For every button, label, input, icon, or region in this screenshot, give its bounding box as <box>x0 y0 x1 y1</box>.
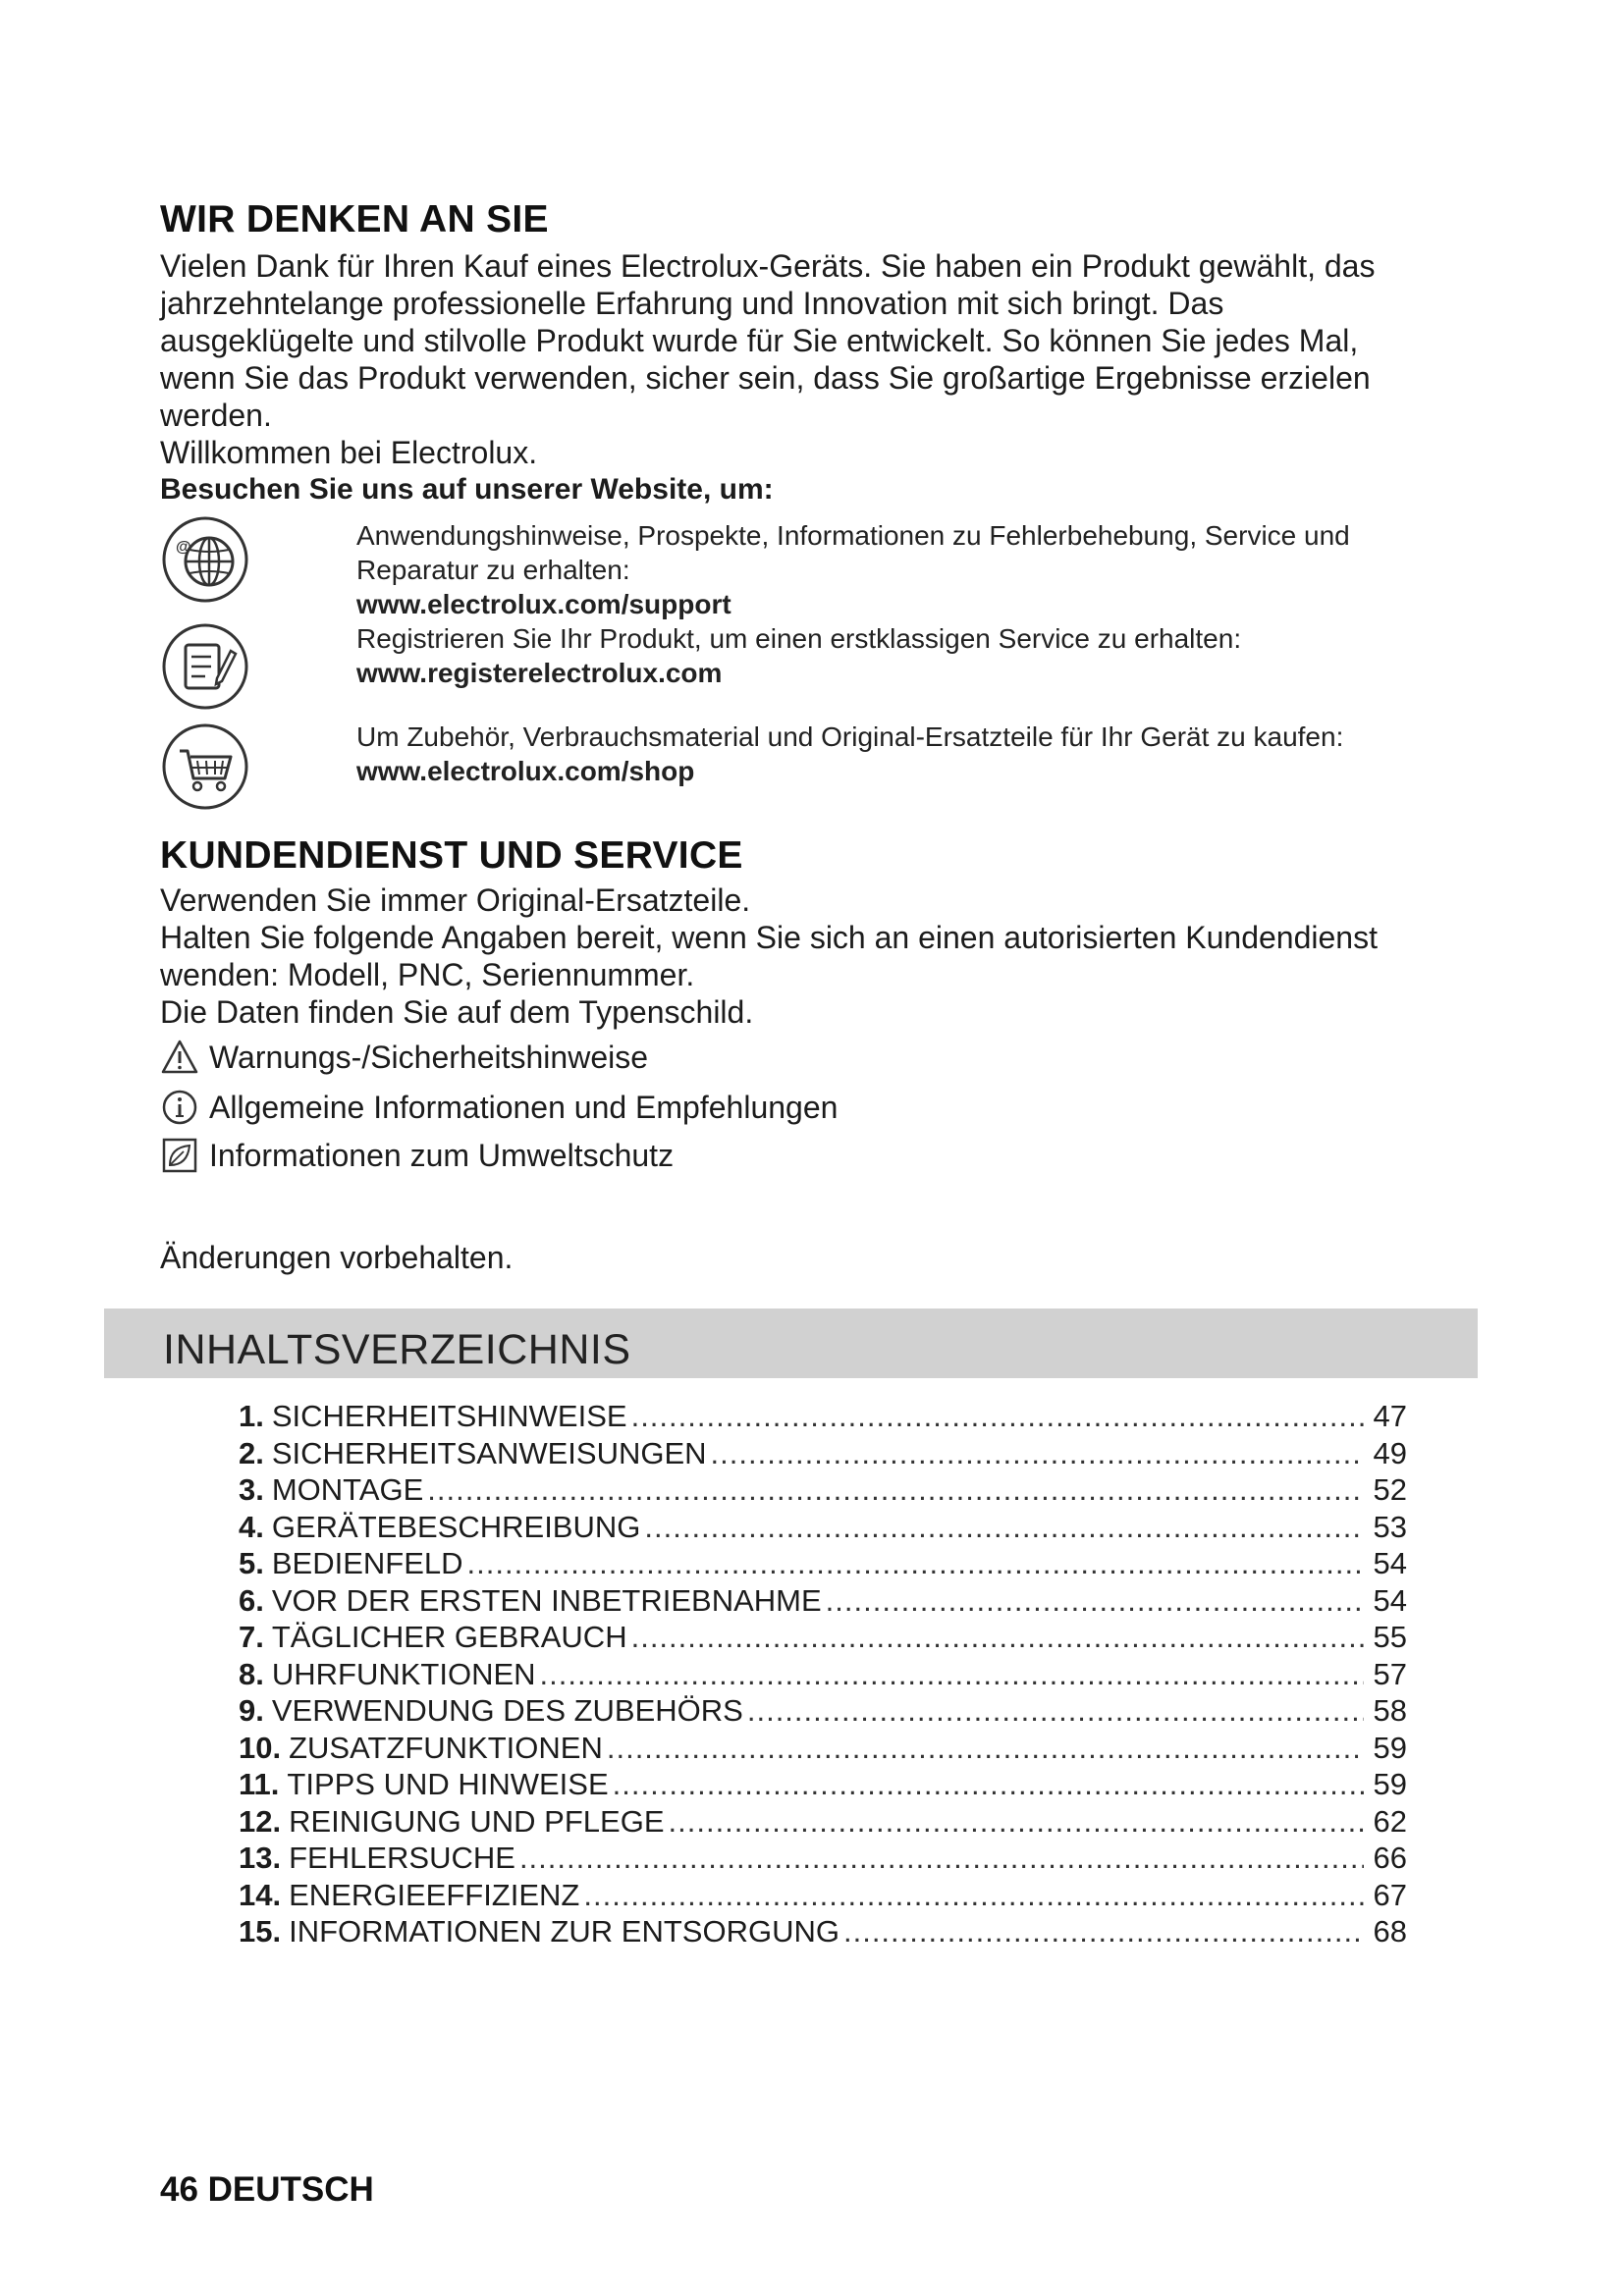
toc-entry-number: 11. <box>239 1767 280 1801</box>
register-form-icon <box>160 621 250 712</box>
service-line: wenden: Modell, PNC, Seriennummer. <box>160 957 695 992</box>
toc-entry-number: 10. <box>239 1730 282 1765</box>
toc-leader-dots <box>540 1657 1364 1692</box>
toc-leader-dots <box>644 1510 1364 1545</box>
warning-icon <box>160 1038 199 1077</box>
toc-entry-label: ENERGIEEFFIZIENZ <box>289 1877 580 1912</box>
toc-entry-page: 47 <box>1373 1399 1407 1433</box>
toc-entry-page: 53 <box>1373 1509 1407 1544</box>
toc-entry-label: UHRFUNKTIONEN <box>271 1656 536 1691</box>
toc-entry-number: 8. <box>239 1656 264 1691</box>
toc-leader-dots <box>631 1620 1364 1655</box>
toc-leader-dots <box>427 1472 1364 1508</box>
svg-text:@: @ <box>176 539 191 556</box>
section-title-wir-denken: WIR DENKEN AN SIE <box>160 198 549 240</box>
toc-entry[interactable] <box>239 1657 1407 1694</box>
toc-leader-dots <box>631 1399 1364 1434</box>
page-footer: 46 DEUTSCH <box>160 2170 374 2209</box>
toc-entry-number: 7. <box>239 1620 264 1654</box>
toc-entry-page: 59 <box>1373 1767 1407 1801</box>
toc-entry-number: 14. <box>239 1877 282 1912</box>
legend-label: Allgemeine Informationen und Empfehlungen <box>209 1089 839 1125</box>
toc-entry[interactable] <box>239 1731 1407 1768</box>
shop-link[interactable]: www.electrolux.com/shop <box>356 756 695 786</box>
toc-entry[interactable] <box>239 1510 1407 1547</box>
visit-item-text: Um Zubehör, Verbrauchsmaterial und Original-Ersatzteile für Ihr Gerät zu kaufen: <box>356 721 1344 752</box>
toc-entry-page: 55 <box>1373 1620 1407 1654</box>
toc-entry-number: 13. <box>239 1841 282 1875</box>
toc-leader-dots <box>747 1693 1364 1729</box>
toc-leader-dots <box>711 1436 1364 1471</box>
changes-notice: Änderungen vorbehalten. <box>160 1240 514 1275</box>
toc-entry[interactable] <box>239 1546 1407 1583</box>
toc-entry-page: 52 <box>1373 1472 1407 1507</box>
toc-leader-dots <box>607 1731 1364 1766</box>
toc-entry-label: TIPPS UND HINWEISE <box>287 1767 609 1801</box>
toc-title: INHALTSVERZEICHNIS <box>163 1326 631 1373</box>
legend-environment <box>160 1134 674 1177</box>
service-line: Verwenden Sie immer Original-Ersatzteile. <box>160 882 751 918</box>
toc-entry[interactable] <box>239 1399 1407 1436</box>
toc-entry-number: 15. <box>239 1914 282 1949</box>
visit-item-text: Reparatur zu erhalten: <box>356 555 630 585</box>
toc-entry-page: 68 <box>1373 1914 1407 1949</box>
toc-leader-dots <box>519 1841 1364 1876</box>
intro-line: ausgeklügelte und stilvolle Produkt wurde für Sie entwickelt. So können Sie jedes Mal, <box>160 323 1359 358</box>
toc-entry[interactable] <box>239 1472 1407 1510</box>
toc-header-band <box>104 1308 1478 1378</box>
register-link[interactable]: www.registerelectrolux.com <box>356 658 723 688</box>
toc-entry-page: 59 <box>1373 1730 1407 1765</box>
section-title-kundendienst: KUNDENDIENST UND SERVICE <box>160 834 743 877</box>
toc-entry-page: 66 <box>1373 1841 1407 1875</box>
environment-leaf-icon <box>160 1136 199 1175</box>
toc-entry-number: 5. <box>239 1546 264 1580</box>
toc-entry-label: REINIGUNG UND PFLEGE <box>289 1803 665 1839</box>
toc-entry-page: 54 <box>1373 1582 1407 1618</box>
legend-label: Informationen zum Umweltschutz <box>209 1137 675 1173</box>
toc-entry-label: VERWENDUNG DES ZUBEHÖRS <box>271 1693 743 1728</box>
toc-entry-number: 6. <box>239 1582 264 1618</box>
toc-entry-page: 49 <box>1373 1435 1407 1470</box>
intro-line: jahrzehntelange professionelle Erfahrung und Innovation mit sich bringt. Das <box>160 286 1224 321</box>
toc-entry[interactable] <box>239 1841 1407 1878</box>
visit-item-support <box>160 518 1436 619</box>
toc-entry[interactable] <box>239 1914 1407 1951</box>
toc-leader-dots <box>669 1804 1365 1840</box>
visit-item-text: Registrieren Sie Ihr Produkt, um einen erstklassigen Service zu erhalten: <box>356 623 1242 654</box>
intro-line: werden. <box>160 398 272 433</box>
toc-entry-number: 12. <box>239 1803 282 1839</box>
globe-icon <box>160 514 250 605</box>
legend-info <box>160 1086 838 1129</box>
intro-paragraph <box>160 247 1476 508</box>
toc-leader-dots <box>843 1914 1364 1949</box>
toc-entry-page: 54 <box>1373 1546 1407 1580</box>
support-link[interactable]: www.electrolux.com/support <box>356 589 731 619</box>
welcome-line: Willkommen bei Electrolux. <box>160 435 538 470</box>
legend-label: Warnungs-/Sicherheitshinweise <box>209 1039 649 1075</box>
info-icon <box>160 1088 199 1127</box>
toc-entry[interactable] <box>239 1693 1407 1731</box>
toc-entry-label: VOR DER ERSTEN INBETRIEBNAHME <box>271 1582 822 1618</box>
toc-entry-page: 67 <box>1373 1877 1407 1912</box>
toc-leader-dots <box>467 1546 1364 1581</box>
legend-warning <box>160 1036 648 1079</box>
toc-entry[interactable] <box>239 1767 1407 1804</box>
toc-list <box>239 1399 1407 1951</box>
toc-entry-label: TÄGLICHER GEBRAUCH <box>271 1620 627 1654</box>
toc-entry-number: 2. <box>239 1435 264 1470</box>
toc-entry[interactable] <box>239 1436 1407 1473</box>
toc-leader-dots <box>583 1878 1364 1913</box>
shopping-cart-icon <box>160 721 250 812</box>
visit-item-shop <box>160 720 1436 810</box>
toc-entry-page: 57 <box>1373 1656 1407 1691</box>
toc-entry[interactable] <box>239 1583 1407 1621</box>
service-line: Halten Sie folgende Angaben bereit, wenn Sie sich an einen autorisierten Kundendienst <box>160 920 1378 955</box>
toc-entry-number: 3. <box>239 1472 264 1507</box>
toc-entry-label: INFORMATIONEN ZUR ENTSORGUNG <box>289 1914 839 1949</box>
toc-entry-label: FEHLERSUCHE <box>289 1841 515 1875</box>
toc-entry[interactable] <box>239 1620 1407 1657</box>
toc-entry-label: GERÄTEBESCHREIBUNG <box>271 1509 641 1544</box>
visit-item-text: Anwendungshinweise, Prospekte, Informationen zu Fehlerbehebung, Service und <box>356 520 1350 551</box>
toc-entry-label: SICHERHEITSANWEISUNGEN <box>271 1435 707 1470</box>
toc-entry-label: BEDIENFELD <box>271 1546 463 1580</box>
visit-item-register <box>160 621 1436 710</box>
toc-entry-label: SICHERHEITSHINWEISE <box>271 1399 627 1433</box>
toc-leader-dots <box>826 1583 1364 1619</box>
toc-entry-label: MONTAGE <box>271 1472 424 1507</box>
visit-heading: Besuchen Sie uns auf unserer Website, um: <box>160 473 774 506</box>
toc-entry-number: 4. <box>239 1509 264 1544</box>
toc-entry[interactable] <box>239 1878 1407 1915</box>
intro-line: wenn Sie das Produkt verwenden, sicher sein, dass Sie großartige Ergebnisse erzielen <box>160 360 1371 396</box>
intro-line: Vielen Dank für Ihren Kauf eines Electrolux-Geräts. Sie haben ein Produkt gewählt, das <box>160 248 1376 284</box>
toc-entry-page: 58 <box>1373 1693 1407 1728</box>
toc-entry-page: 62 <box>1373 1803 1407 1839</box>
toc-entry[interactable] <box>239 1804 1407 1842</box>
toc-leader-dots <box>613 1767 1364 1802</box>
service-paragraph <box>160 881 1476 1031</box>
toc-entry-number: 9. <box>239 1693 264 1728</box>
toc-entry-number: 1. <box>239 1399 264 1433</box>
toc-entry-label: ZUSATZFUNKTIONEN <box>289 1730 603 1765</box>
service-line: Die Daten finden Sie auf dem Typenschild. <box>160 994 754 1030</box>
